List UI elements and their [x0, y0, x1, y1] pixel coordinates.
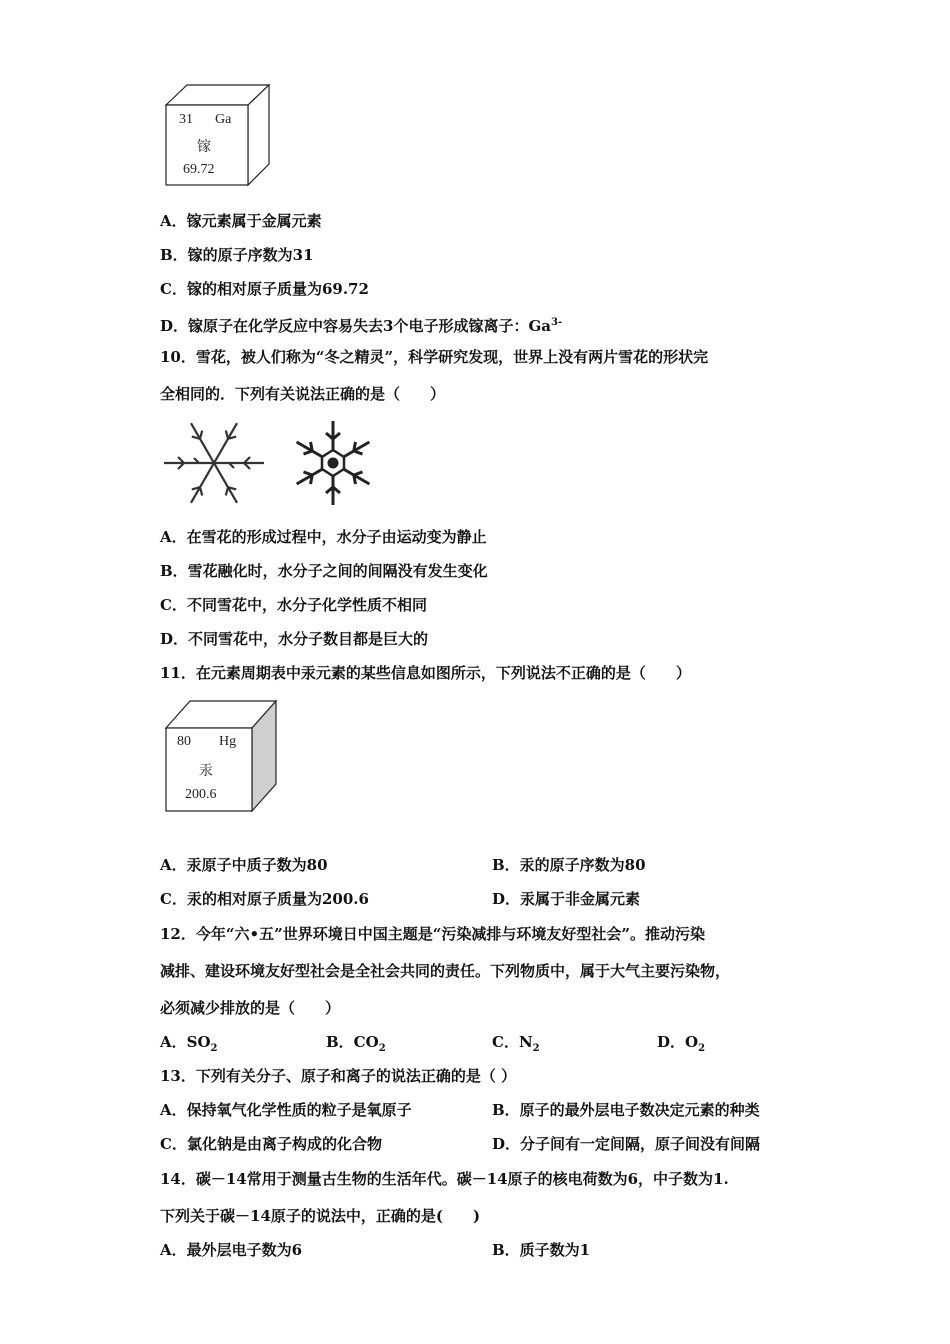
q9-option-d-text: D．镓原子在化学反应中容易失去3个电子形成镓离子：Ga — [160, 317, 551, 335]
q12-stem-line3: 必须减少排放的是（ ） — [160, 999, 341, 1017]
q9-option-b: B．镓的原子序数为31 — [160, 246, 314, 264]
q12-option-a — [160, 1032, 218, 1059]
q12-option-c-text: C．N — [492, 1033, 533, 1051]
q12-stem-line1: 12．今年“六•五”世界环境日中国主题是“污染减排与环境友好型社会”。推动污染 — [160, 925, 705, 943]
element-name: 镓 — [197, 140, 211, 155]
q12-option-c — [492, 1032, 540, 1059]
q13-option-b: B．原子的最外层电子数决定元素的种类 — [492, 1101, 760, 1119]
gallium-element-card — [163, 84, 273, 188]
cube-outline-icon — [163, 700, 279, 814]
q14-option-a: A．最外层电子数为6 — [160, 1241, 303, 1259]
atomic-number: 31 — [179, 112, 193, 127]
q12-option-d — [657, 1032, 705, 1059]
q12-option-d-text: D．O — [657, 1033, 699, 1051]
q10-option-a: A．在雪花的形成过程中，水分子由运动变为静止 — [160, 528, 487, 546]
q12-option-c-sub: 2 — [532, 1043, 540, 1054]
cube-outline-icon — [163, 84, 273, 188]
q12-option-a-text: A．SO — [160, 1033, 211, 1051]
element-symbol: Ga — [215, 112, 232, 127]
q12-option-a-sub: 2 — [210, 1043, 218, 1054]
q11-stem: 11．在元素周期表中汞元素的某些信息如图所示，下列说法不正确的是（ ） — [160, 664, 691, 682]
q12-option-d-sub: 2 — [698, 1043, 706, 1054]
q9-option-c: C．镓的相对原子质量为69.72 — [160, 280, 369, 298]
q12-option-b-sub: 2 — [378, 1043, 386, 1054]
q13-stem: 13．下列有关分子、原子和离子的说法正确的是（ ） — [160, 1067, 517, 1085]
q9-option-d-charge: 3- — [550, 317, 563, 328]
q10-stem-line1: 10．雪花，被人们称为“冬之精灵”，科学研究发现，世界上没有两片雪花的形状完 — [160, 348, 709, 366]
q13-option-c: C．氯化钠是由离子构成的化合物 — [160, 1135, 382, 1153]
q12-option-b-text: B．CO — [326, 1033, 379, 1051]
atomic-mass: 200.6 — [185, 787, 217, 802]
element-symbol: Hg — [219, 734, 237, 749]
mercury-element-card — [163, 700, 279, 814]
q12-stem-line2: 减排、建设环境友好型社会是全社会共同的责任。下列物质中，属于大气主要污染物， — [160, 962, 731, 980]
q9-option-d — [160, 313, 562, 336]
q12-option-b — [326, 1032, 386, 1059]
q11-option-b: B．汞的原子序数为80 — [492, 856, 646, 874]
q14-stem-line1: 14．碳－14常用于测量古生物的生活年代。碳－14原子的核电荷数为6，中子数为1. — [160, 1170, 729, 1188]
q11-option-c: C．汞的相对原子质量为200.6 — [160, 890, 369, 908]
q10-option-d: D．不同雪花中，水分子数目都是巨大的 — [160, 630, 429, 648]
atomic-number: 80 — [177, 734, 191, 749]
snowflake-1-icon — [160, 418, 268, 508]
q10-option-c: C．不同雪花中，水分子化学性质不相同 — [160, 596, 427, 614]
q13-option-a: A．保持氧气化学性质的粒子是氧原子 — [160, 1101, 412, 1119]
q11-option-d: D．汞属于非金属元素 — [492, 890, 641, 908]
q13-option-d: D．分子间有一定间隔，原子间没有间隔 — [492, 1135, 761, 1153]
q14-stem-line2: 下列关于碳－14原子的说法中，正确的是( ) — [160, 1207, 481, 1225]
q14-option-b: B．质子数为1 — [492, 1241, 591, 1259]
q10-option-b: B．雪花融化时，水分子之间的间隔没有发生变化 — [160, 562, 488, 580]
atomic-mass: 69.72 — [183, 162, 215, 177]
q11-option-a: A．汞原子中质子数为80 — [160, 856, 328, 874]
snowflake-2-icon — [284, 416, 382, 510]
q11-options-row1 — [160, 855, 328, 875]
q10-stem-line2: 全相同的．下列有关说法正确的是（ ） — [160, 385, 446, 403]
q9-option-a: A．镓元素属于金属元素 — [160, 212, 322, 230]
element-name: 汞 — [199, 764, 213, 779]
